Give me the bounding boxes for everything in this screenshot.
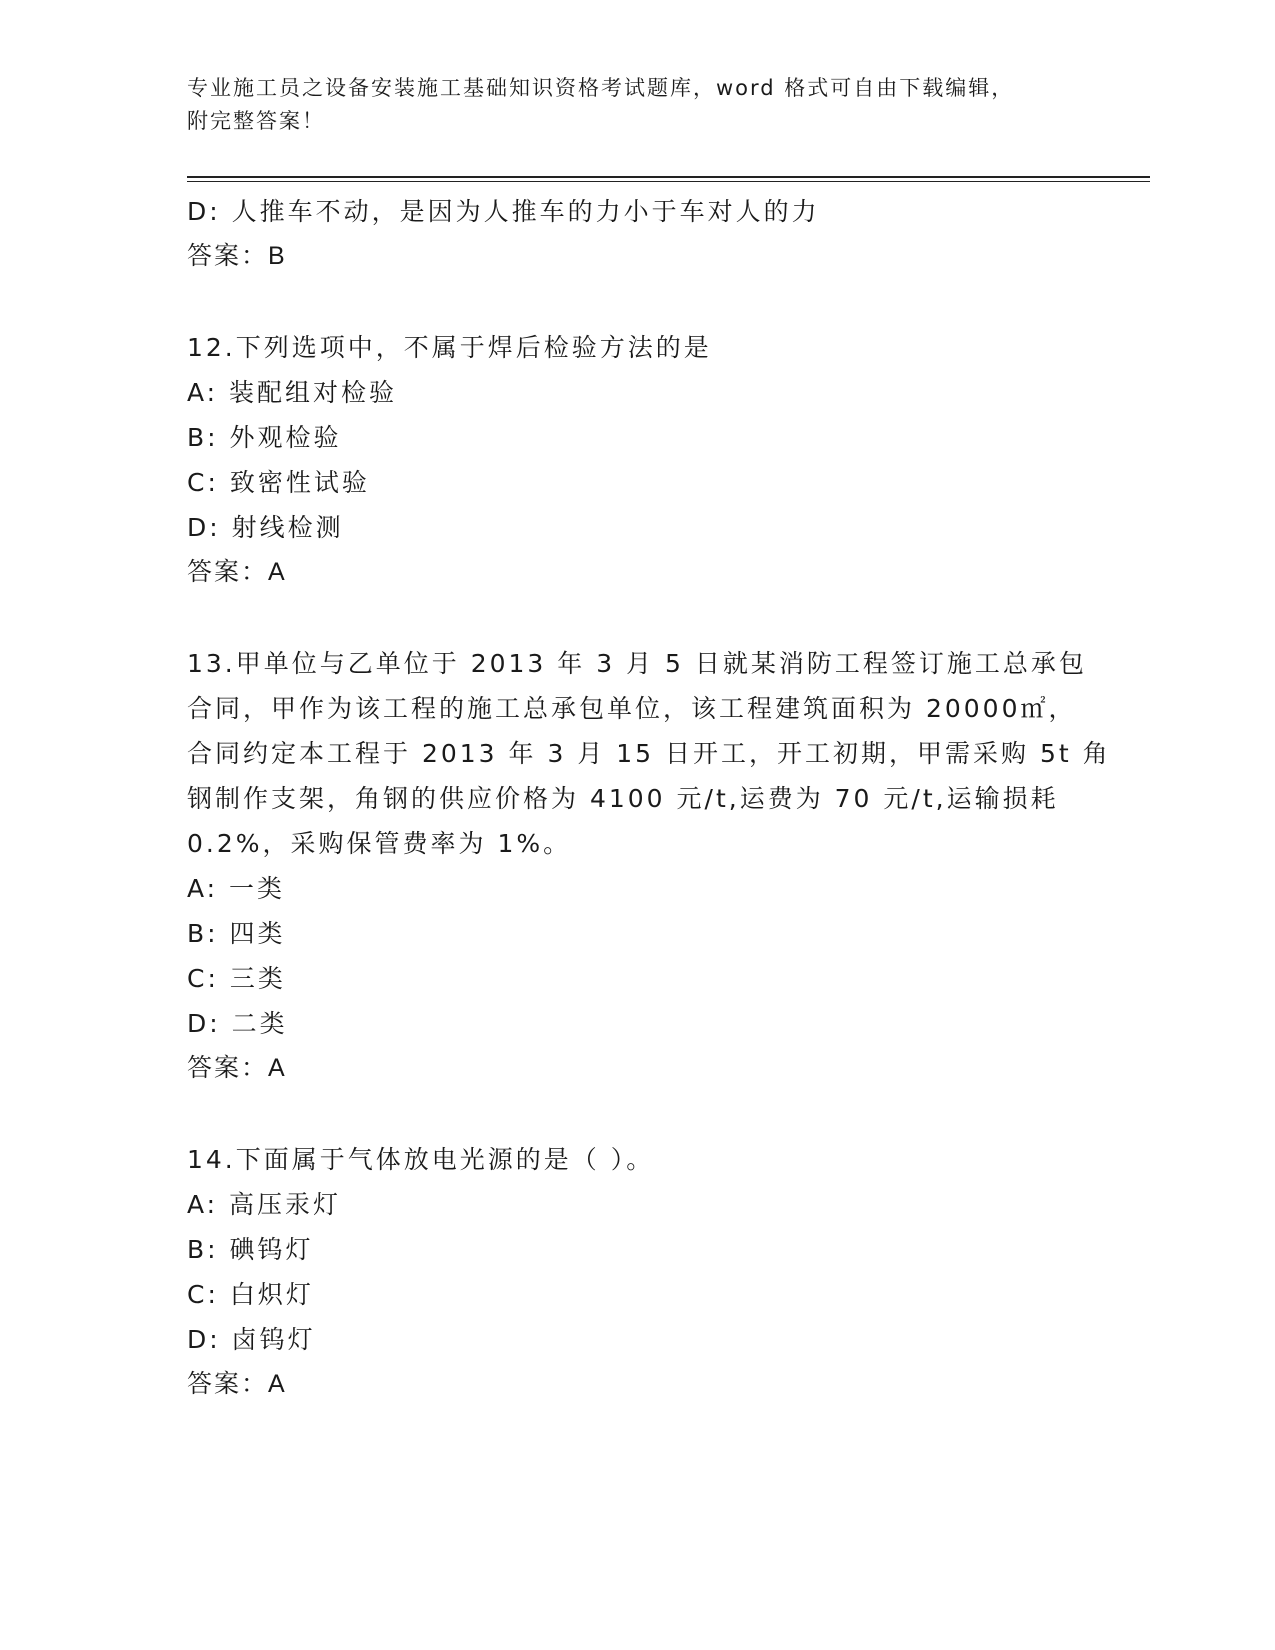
question-12 [187, 325, 1087, 595]
question-stem: 12.下列选项中，不属于焊后检验方法的是 [187, 333, 712, 362]
document-header [187, 72, 1087, 138]
question-list [187, 189, 1111, 1407]
option-a: A: 装配组对检验 [187, 378, 398, 407]
option-b: B: 碘钨灯 [187, 1235, 314, 1264]
option-b: B: 外观检验 [187, 423, 342, 452]
header-line-1: 专业施工员之设备安装施工基础知识资格考试题库，word 格式可自由下载编辑， [187, 76, 1015, 100]
question-stem-line-5: 0.2%，采购保管费率为 1%。 [187, 829, 572, 858]
option-c: C: 白炽灯 [187, 1280, 314, 1309]
question-stem-line-3: 合同约定本工程于 2013 年 3 月 15 日开工，开工初期，甲需采购 5t 角 [187, 739, 1111, 768]
answer: 答案：A [187, 1054, 287, 1082]
question-stem-line-1: 13.甲单位与乙单位于 2013 年 3 月 5 日就某消防工程签订施工总承包 [187, 649, 1087, 678]
answer: 答案：A [187, 1370, 287, 1398]
option-a: A: 一类 [187, 874, 286, 903]
option-a: A: 高压汞灯 [187, 1190, 342, 1219]
question-stem-line-4: 钢制作支架，角钢的供应价格为 4100 元/t,运费为 70 元/t,运输损耗 [187, 784, 1059, 813]
question-stem: 14.下面属于气体放电光源的是（ ）。 [187, 1145, 655, 1174]
option-b: B: 四类 [187, 919, 286, 948]
answer: 答案：B [187, 242, 287, 270]
option-d: D: 射线检测 [187, 513, 344, 542]
question-13 [187, 641, 1111, 1091]
question-stem-line-2: 合同，甲作为该工程的施工总承包单位，该工程建筑面积为 20000㎡， [187, 694, 1077, 723]
header-line-2: 附完整答案！ [187, 109, 325, 133]
option-c: C: 三类 [187, 964, 286, 993]
option-d: D: 二类 [187, 1009, 288, 1038]
option-d: D: 卤钨灯 [187, 1325, 316, 1354]
question-14 [187, 1137, 1087, 1407]
header-rule-thick [187, 176, 1150, 178]
prev-question [187, 189, 1087, 279]
option-c: C: 致密性试验 [187, 468, 370, 497]
option-d: D: 人推车不动，是因为人推车的力小于车对人的力 [187, 197, 820, 226]
header-rule-thin [187, 181, 1150, 182]
answer: 答案：A [187, 558, 287, 586]
